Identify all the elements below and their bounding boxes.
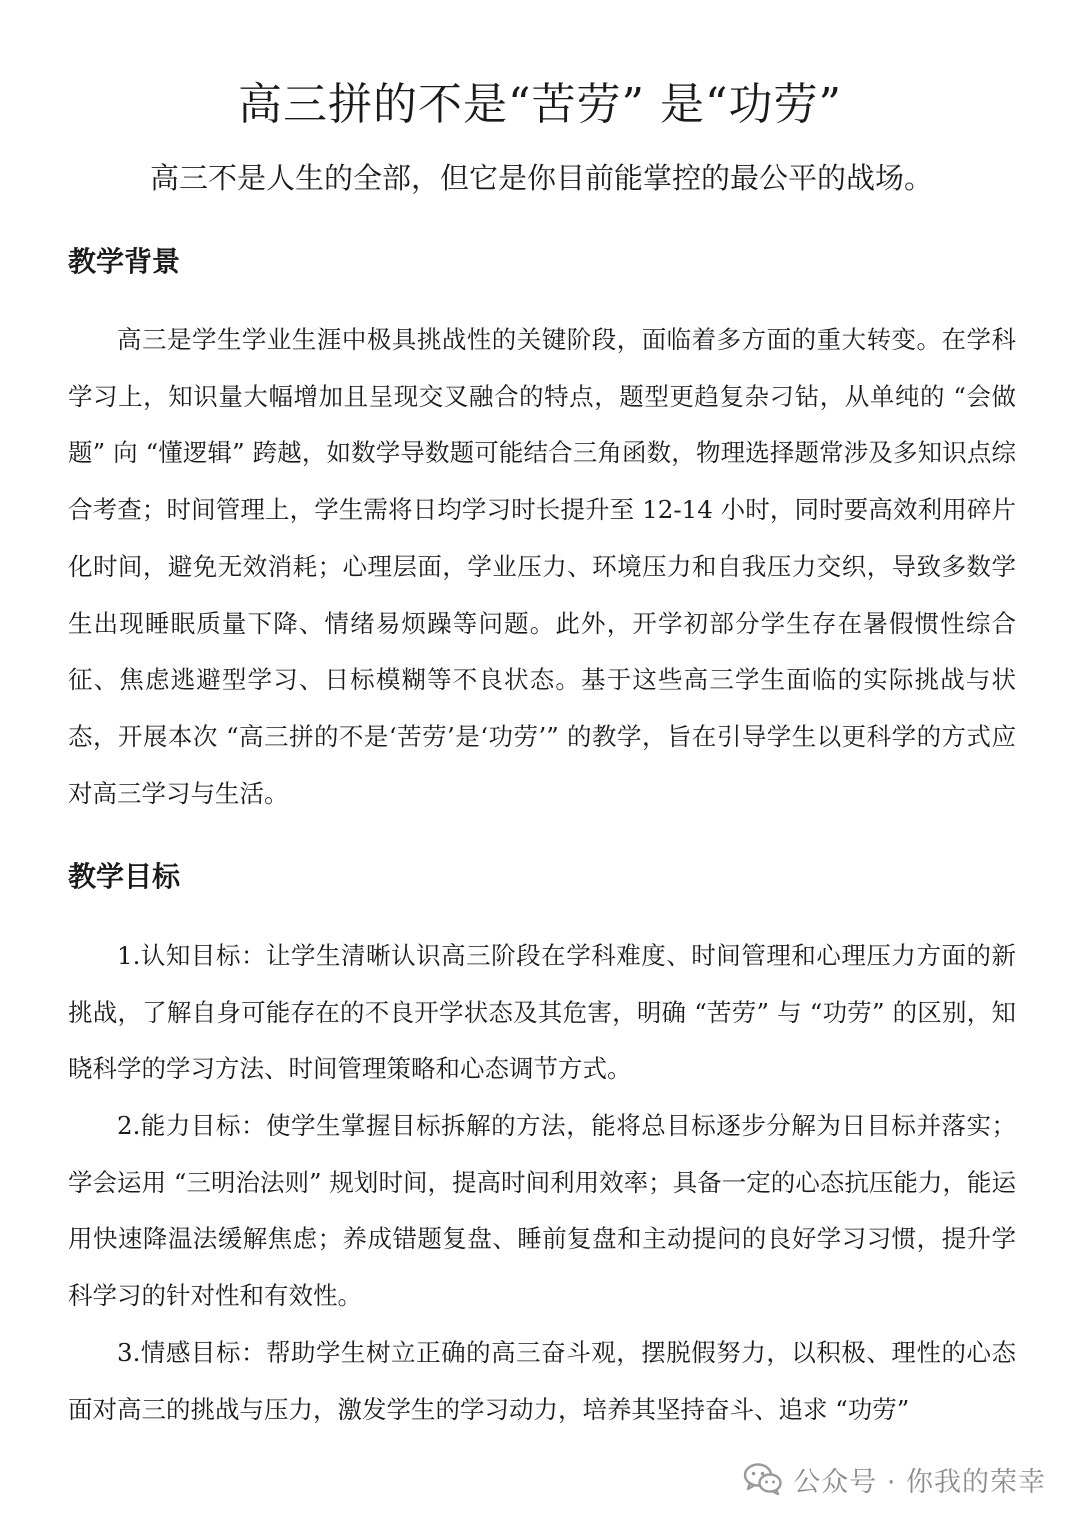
wechat-icon: [743, 1462, 783, 1496]
section-heading-background: 教学背景: [68, 245, 181, 278]
goal-item-emotional: 3.情感目标：帮助学生树立正确的高三奋斗观，摆脱假努力，以积极、理性的心态面对高三的挑战与压力，激发学生的学习动力，培养其坚持奋斗、追求 “功劳”: [68, 1338, 1016, 1424]
watermark: [743, 1459, 1046, 1499]
watermark-text: 公众号 · 你我的荣幸: [793, 1466, 1046, 1498]
goal-item-cognitive: 1.认知目标：让学生清晰认识高三阶段在学科难度、时间管理和心理压力方面的新挑战，了解自身可能存在的不良开学状态及其危害，明确 “苦劳” 与 “功劳” 的区别，知晓科学的学习方法、时间管理策略和心态调节方式。: [68, 941, 1016, 1083]
background-paragraph: 高三是学生学业生涯中极具挑战性的关键阶段，面临着多方面的重大转变。在学科学习上，知识量大幅增加且呈现交叉融合的特点，题型更趋复杂刁钻，从单纯的 “会做题” 向 “懂逻辑” 跨越，如数学导数题可能结合三角函数，物理选择题常涉及多知识点综合考查；时间管理上，学生需将日均学习时长提升至 12-14 小时，同时要高效利用碎片化时间，避免无效消耗；心理层面，学业压力、环境压力和自我压力交织，导致多数学生出现睡眠质量下降、情绪易烦躁等问题。此外，开学初部分学生存在暑假惯性综合征、焦虑逃避型学习、日标模糊等不良状态。基于这些高三学生面临的实际挑战与状态，开展本次 “高三拼的不是‘苦劳’是‘功劳’” 的教学，旨在引导学生以更科学的方式应对高三学习与生活。: [68, 325, 1016, 808]
goal-item-ability: 2.能力目标：使学生掌握目标拆解的方法，能将总目标逐步分解为日目标并落实；学会运用 “三明治法则” 规划时间，提高时间利用效率；具备一定的心态抗压能力，能运用快速降温法缓解焦虑；养成错题复盘、睡前复盘和主动提问的良好学习习惯，提升学科学习的针对性和有效性。: [68, 1111, 1016, 1310]
document-subtitle: 高三不是人生的全部，但它是你目前能掌控的最公平的战场。: [150, 161, 934, 195]
section-heading-goals: 教学目标: [68, 860, 181, 893]
document-title: 高三拼的不是“苦劳” 是“功劳”: [238, 79, 842, 130]
